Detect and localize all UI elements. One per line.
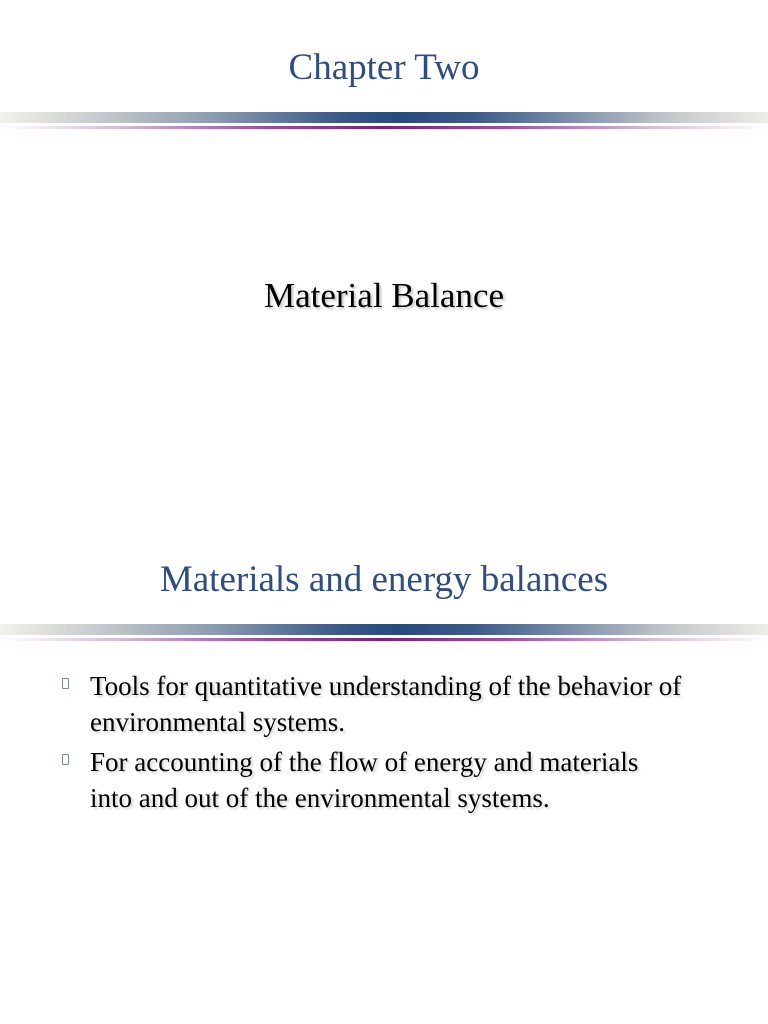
hollow-square-bullet-icon	[62, 754, 69, 765]
bullet-item	[62, 668, 682, 740]
slide-materials-energy	[0, 512, 768, 1024]
bullet-item	[62, 744, 682, 816]
slide-title: Materials and energy balances	[159, 559, 609, 600]
hollow-square-bullet-icon	[62, 678, 69, 689]
title-divider	[0, 112, 768, 132]
divider-accent-line	[0, 126, 768, 129]
bullet-text: For accounting of the flow of energy and materials into and out of the environmental systems.	[90, 747, 639, 813]
divider-gradient-band	[0, 624, 768, 635]
divider-gradient-band	[0, 112, 768, 123]
bullet-text: Tools for quantitative understanding of the behavior of environmental systems.	[90, 671, 682, 737]
slide-subtitle: Material Balance	[263, 276, 504, 315]
slide-title: Chapter Two	[288, 47, 480, 88]
divider-accent-line	[0, 638, 768, 641]
bullet-list	[62, 668, 682, 820]
title-divider	[0, 624, 768, 644]
